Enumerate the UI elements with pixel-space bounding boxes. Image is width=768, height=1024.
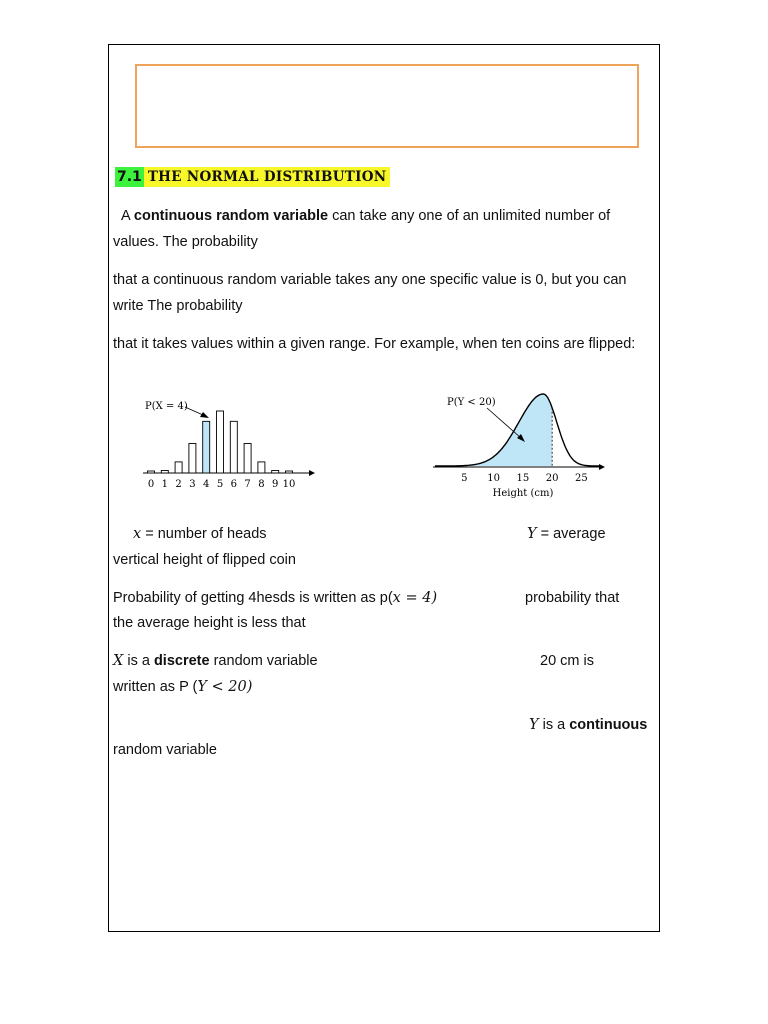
bar-annotation: P(X = 4) xyxy=(145,401,188,412)
bar-7 xyxy=(244,444,251,473)
section-heading xyxy=(115,165,390,189)
bar-tick-5: 5 xyxy=(216,479,224,490)
bar-5 xyxy=(217,411,224,473)
bar-6 xyxy=(230,421,237,473)
document-page xyxy=(108,44,660,932)
normal-curve-figure xyxy=(431,390,611,505)
x-definition: x = number of heads xyxy=(133,526,267,542)
paragraph-1: A continuous random variable can take any one of an unlimited number of values. The probability xyxy=(113,208,611,250)
curve-axis-arrow xyxy=(599,464,605,470)
curve-tick-25: 25 xyxy=(575,473,588,484)
line-6: written as P (Y < 20) xyxy=(113,679,253,695)
section-number: 7.1 xyxy=(117,169,142,185)
line-2: vertical height of flipped coin xyxy=(113,552,296,568)
bar-1 xyxy=(161,470,168,473)
curve-tick-5: 5 xyxy=(461,473,468,484)
curve-tick-15: 15 xyxy=(516,473,530,484)
curve-annotation-arrow xyxy=(487,408,521,438)
section-title: THE NORMAL DISTRIBUTION xyxy=(144,167,391,187)
bar-tick-3: 3 xyxy=(189,479,196,490)
bar-tick-labels xyxy=(148,479,296,490)
bar-2 xyxy=(175,462,182,473)
term-continuous-random-variable: continuous random variable xyxy=(133,208,329,224)
curve-annotation: P(Y < 20) xyxy=(447,397,496,408)
axis-arrow xyxy=(309,470,315,476)
line-3-right: probability that xyxy=(525,590,620,606)
binomial-bar-figure xyxy=(137,393,317,493)
bar-10 xyxy=(286,471,293,473)
bar-4 xyxy=(203,421,210,473)
bar-tick-2: 2 xyxy=(175,479,182,490)
line-5-right: 20 cm is xyxy=(540,653,594,669)
bar-tick-7: 7 xyxy=(244,479,251,490)
bar-tick-4: 4 xyxy=(203,479,210,490)
line-8: random variable xyxy=(113,742,217,758)
line-3: Probability of getting 4hesds is written as p(x = 4) xyxy=(113,590,438,606)
bar-tick-9: 9 xyxy=(272,479,279,490)
bar-3 xyxy=(189,444,196,473)
bar-0 xyxy=(148,471,155,473)
bars-group xyxy=(148,411,293,473)
curve-tick-10: 10 xyxy=(487,473,500,484)
bar-tick-0: 0 xyxy=(147,479,155,490)
curve-tick-20: 20 xyxy=(545,473,559,484)
line-4: the average height is less that xyxy=(113,615,306,631)
bar-tick-6: 6 xyxy=(230,479,237,490)
bar-9 xyxy=(272,470,279,473)
y-definition: Y = average xyxy=(527,526,606,542)
line-5: X is a discrete random variable xyxy=(113,653,318,669)
paragraph-2: that a continuous random variable takes any one specific value is 0, but you can write The probability xyxy=(113,272,627,314)
curve-tick-labels xyxy=(461,473,588,484)
line-7: Y is a continuous xyxy=(529,717,648,733)
bar-tick-10: 10 xyxy=(282,479,296,490)
bar-tick-1: 1 xyxy=(161,479,168,490)
bar-8 xyxy=(258,462,265,473)
curve-xlabel: Height (cm) xyxy=(492,488,554,499)
annotation-arrow-head xyxy=(200,412,209,418)
paragraph-3: that it takes values within a given range. For example, when ten coins are flipped: xyxy=(113,336,636,352)
bar-tick-8: 8 xyxy=(258,479,265,490)
title-box xyxy=(135,64,639,148)
